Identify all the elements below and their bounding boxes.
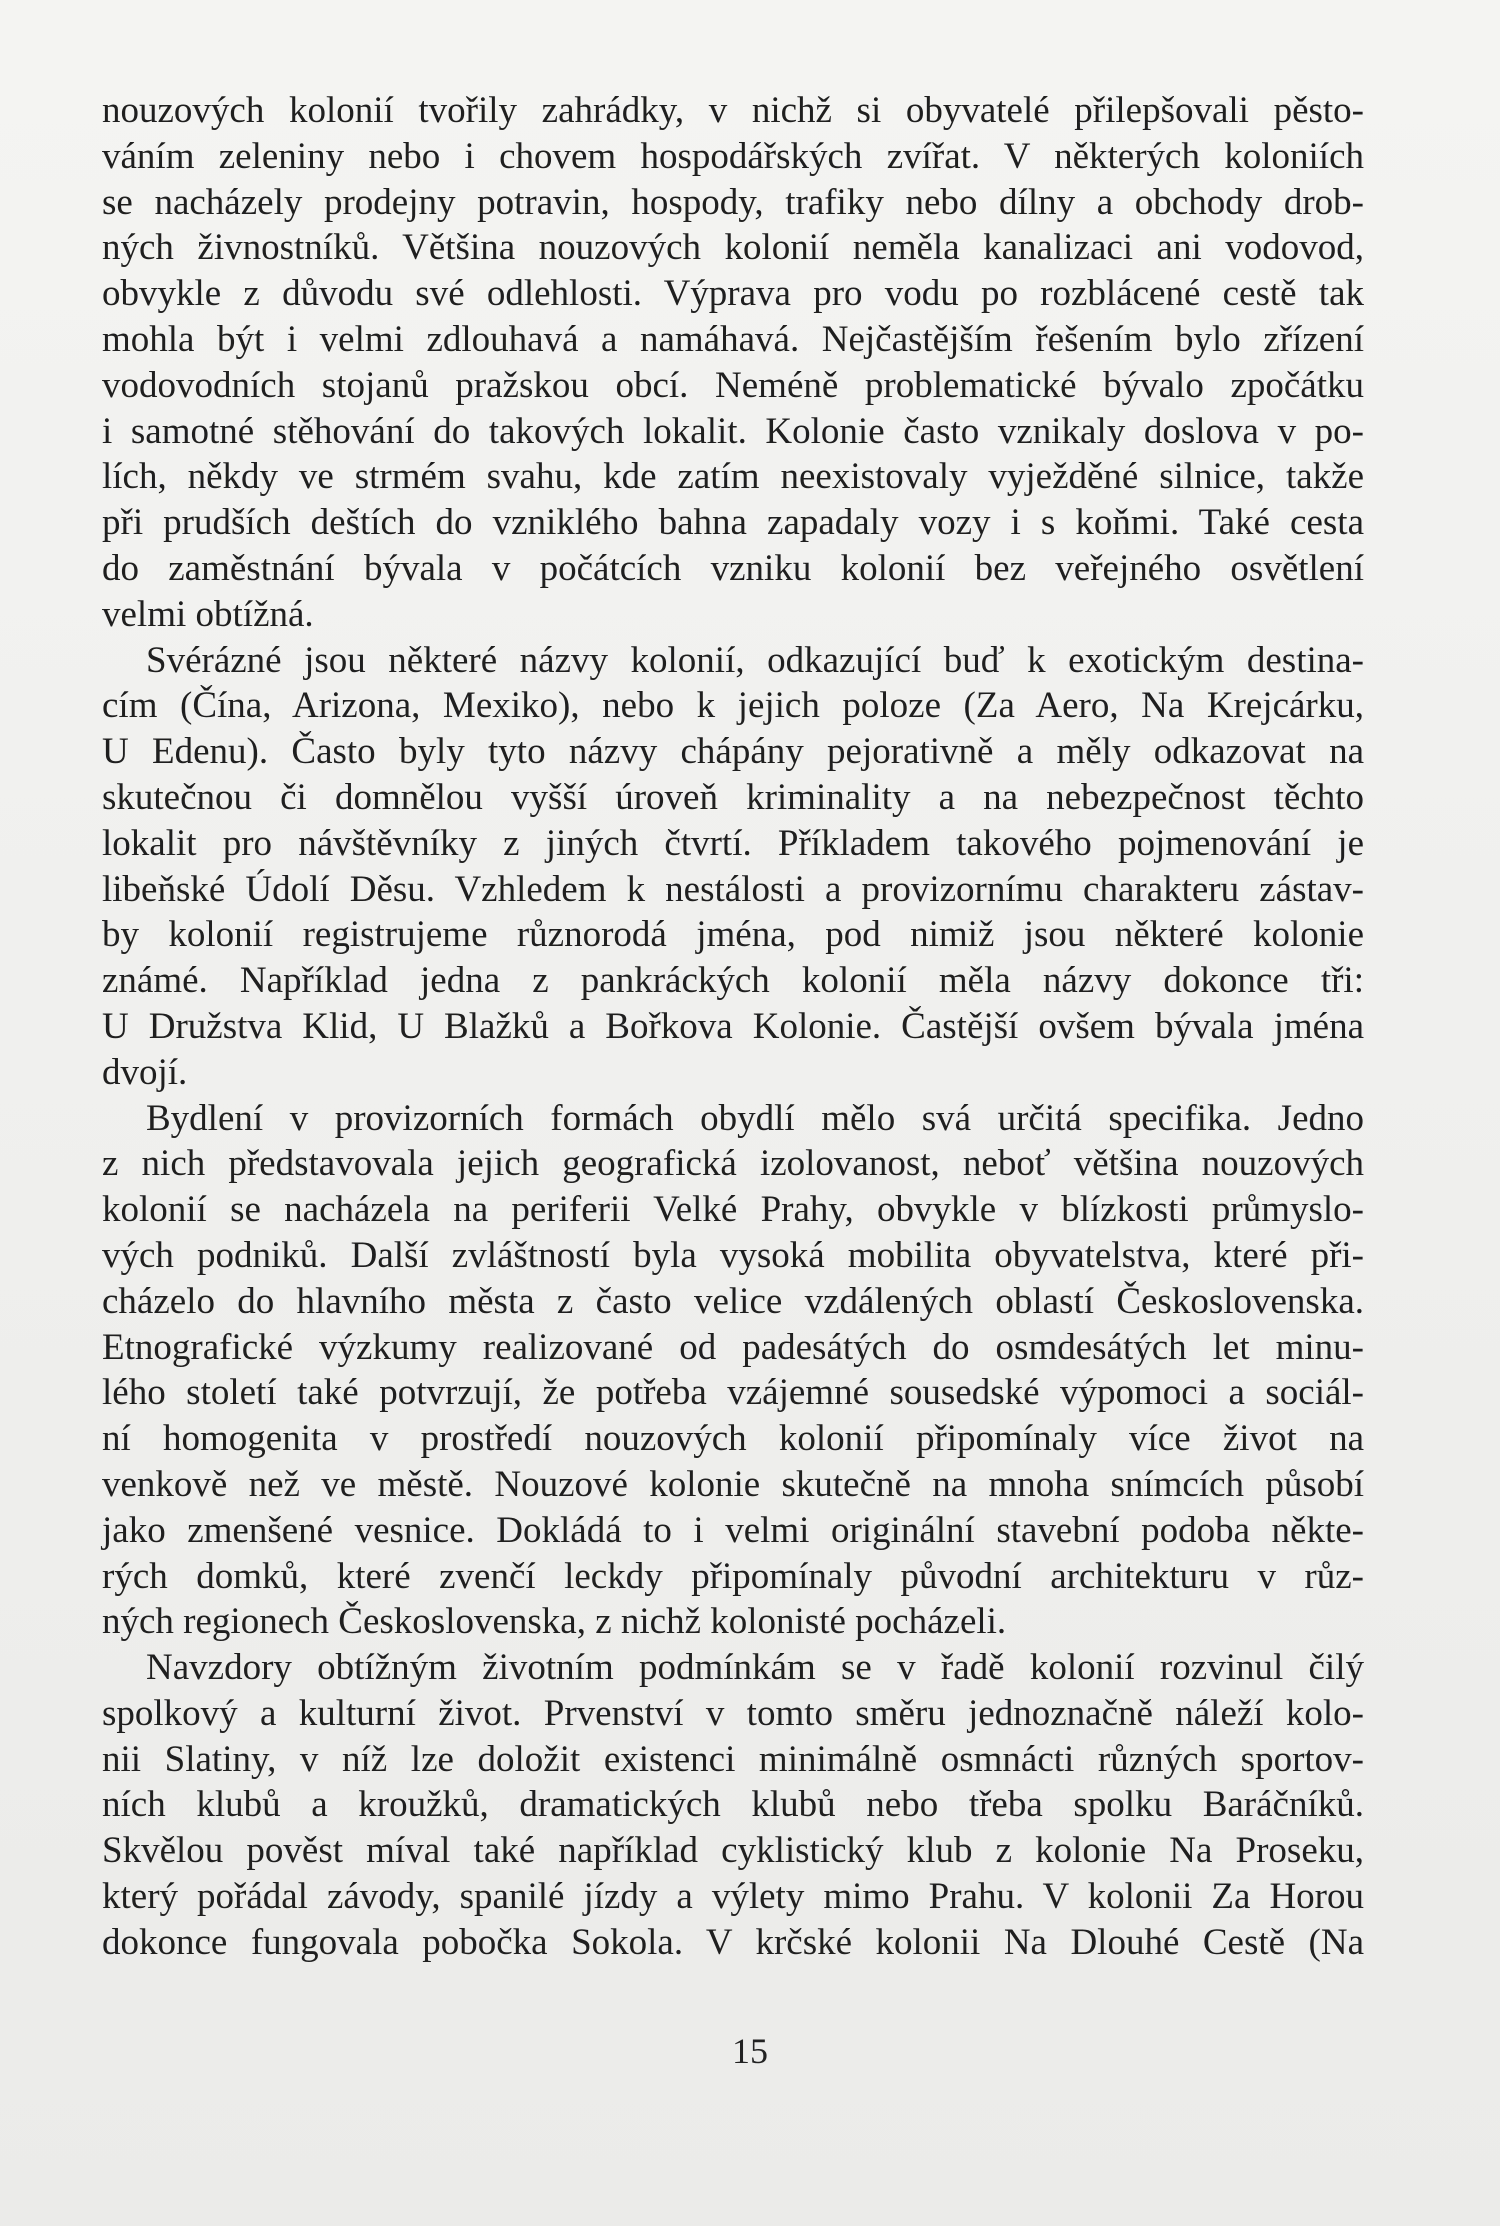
text-line: mohla být i velmi zdlouhavá a namáhavá. Nejčastějším řešením bylo zřízení <box>102 318 1364 360</box>
text-line: Bydlení v provizorních formách obydlí mělo svá určitá specifika. Jedno <box>146 1097 1364 1139</box>
text-line: i samotné stěhování do takových lokalit. Kolonie často vznikaly doslova v po- <box>102 410 1364 452</box>
text-line: Etnografické výzkumy realizované od padesátých do osmdesátých let minu- <box>102 1326 1364 1368</box>
text-line: by kolonií registrujeme různorodá jména, pod nimiž jsou některé kolonie <box>102 914 1364 956</box>
text-line: skutečnou či domnělou vyšší úroveň kriminality a na nebezpečnost těchto <box>102 776 1364 818</box>
text-line: vodovodních stojanů pražskou obcí. Neméně problematické bývalo zpočátku <box>102 364 1364 406</box>
page-number: 15 <box>732 2031 768 2071</box>
text-line: rých domků, které zvenčí leckdy připomínaly původní architekturu v růz- <box>102 1555 1364 1597</box>
text-line: do zaměstnání bývala v počátcích vzniku kolonií bez veřejného osvětlení <box>102 547 1364 589</box>
text-line: U Edenu). Často byly tyto názvy chápány pejorativně a měly odkazovat na <box>102 731 1364 773</box>
text-line: velmi obtížná. <box>102 593 314 635</box>
body-text <box>102 88 1364 1966</box>
text-line: lích, někdy ve strmém svahu, kde zatím neexistovaly vyježděné silnice, takže <box>102 456 1364 498</box>
text-line: Svérázné jsou některé názvy kolonií, odkazující buď k exotickým destina- <box>146 639 1364 681</box>
text-line: se nacházely prodejny potravin, hospody, trafiky nebo dílny a obchody drob- <box>102 181 1364 223</box>
text-line: lokalit pro návštěvníky z jiných čtvrtí. Příkladem takového pojmenování je <box>102 822 1364 864</box>
text-line: ní homogenita v prostředí nouzových kolonií připomínaly více život na <box>102 1418 1364 1460</box>
text-line: Navzdory obtížným životním podmínkám se v řadě kolonií rozvinul čilý <box>146 1647 1364 1689</box>
text-line: dvojí. <box>102 1051 188 1093</box>
text-line: známé. Například jedna z pankráckých kolonií měla názvy dokonce tři: <box>102 960 1364 1002</box>
text-line: ných živnostníků. Většina nouzových kolonií neměla kanalizaci ani vodovod, <box>102 227 1364 269</box>
text-line: dokonce fungovala pobočka Sokola. V krčské kolonii Na Dlouhé Cestě (Na <box>102 1921 1364 1963</box>
text-line: cím (Čína, Arizona, Mexiko), nebo k jejich poloze (Za Aero, Na Krejcárku, <box>102 685 1364 727</box>
text-line: z nich představovala jejich geografická izolovanost, neboť většina nouzových <box>102 1143 1364 1185</box>
text-line: který pořádal závody, spanilé jízdy a výlety mimo Prahu. V kolonii Za Horou <box>102 1876 1364 1918</box>
text-line: Skvělou pověst míval také například cyklistický klub z kolonie Na Proseku, <box>102 1830 1364 1872</box>
text-line: jako zmenšené vesnice. Dokládá to i velmi originální stavební podoba někte- <box>102 1509 1364 1551</box>
text-line: U Družstva Klid, U Blažků a Bořkova Kolonie. Častější ovšem bývala jména <box>102 1005 1364 1047</box>
text-line: vých podniků. Další zvláštností byla vysoká mobilita obyvatelstva, které při- <box>102 1234 1364 1276</box>
text-line: cházelo do hlavního města z často velice vzdálených oblastí Československa. <box>102 1280 1364 1322</box>
text-line: lého století také potvrzují, že potřeba vzájemné sousedské výpomoci a sociál- <box>102 1372 1364 1414</box>
text-line: ných regionech Československa, z nichž kolonisté pocházeli. <box>102 1601 1007 1643</box>
text-line: venkově než ve městě. Nouzové kolonie skutečně na mnoha snímcích působí <box>102 1463 1364 1505</box>
text-line: kolonií se nacházela na periferii Velké Prahy, obvykle v blízkosti průmyslo- <box>102 1189 1364 1231</box>
text-line: nouzových kolonií tvořily zahrádky, v nichž si obyvatelé přilepšovali pěsto- <box>102 90 1364 131</box>
text-line: libeňské Údolí Děsu. Vzhledem k nestálosti a provizornímu charakteru zástav- <box>102 868 1364 910</box>
text-line: obvykle z důvodu své odlehlosti. Výprava pro vodu po rozblácené cestě tak <box>102 273 1364 315</box>
text-line: při prudších deštích do vzniklého bahna zapadaly vozy i s koňmi. Také cesta <box>102 502 1364 544</box>
text-line: váním zeleniny nebo i chovem hospodářských zvířat. V některých koloniích <box>102 135 1364 177</box>
text-line: ních klubů a kroužků, dramatických klubů nebo třeba spolku Baráčníků. <box>102 1784 1364 1826</box>
text-line: nii Slatiny, v níž lze doložit existenci minimálně osmnácti různých sportov- <box>102 1738 1364 1780</box>
text-line: spolkový a kulturní život. Prvenství v tomto směru jednoznačně náleží kolo- <box>102 1692 1364 1734</box>
